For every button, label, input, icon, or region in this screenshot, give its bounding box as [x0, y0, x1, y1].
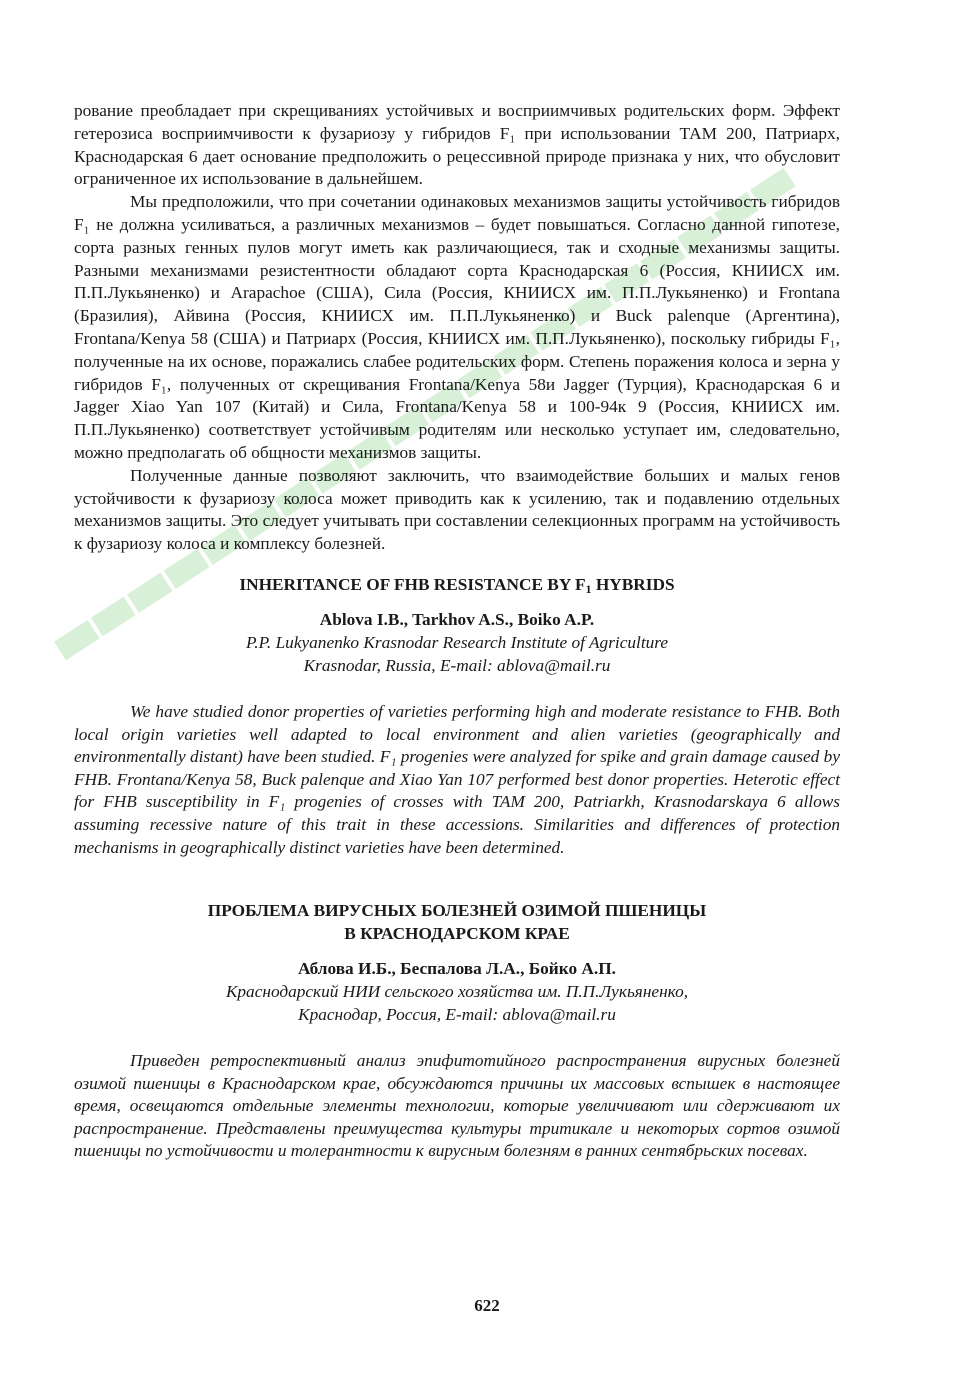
page-number: 622 [474, 1296, 500, 1315]
article-en-title [74, 573, 840, 596]
page-content [74, 100, 840, 1163]
body-paragraph-1: рование преобладает при скрещиваниях устойчивых и восприимчивых родительских форм. Эффект гетерозиса восприимчивости к фузариозу у гибридов F₁ при использовании ТАМ 200, Патриарх, Краснодарская 6 дает основание предположить о рецессивной природе признака у них, что обусловит ограниченное их использование в дальнейшем. [74, 101, 840, 189]
article-en-abstract: We have studied donor properties of varieties performing high and moderate resistance to FHB. Both local origin varieties well adapted to local environment and alien varieties (geographically and environmentally distant) have been studied. F₁ progenies were analyzed for spike and grain damage caused by FHB. Frontana/Kenya 58, Buck palenque and Xiao Yan 107 performed best donor properties. Heterotic effect for FHB susceptibility in F₁ progenies of crosses with TAM 200, Patriarkh, Krasnodarskaya 6 allows assuming recessive nature of this trait in these accessions. Similarities and differences of protection mechanisms in geographically distinct varieties have been determined. [74, 701, 840, 857]
body-paragraph-2: Мы предположили, что при сочетании одинаковых механизмов защиты устойчивость гибридов F₁ не должна усиливаться, а различных механизмов – будет повышаться. Согласно данной гипотезе, сорта разных генных пулов могут иметь как различающиеся, так и сходные механизмы защиты. Разными механизмами резистентности обладают сорта Краснодарская 6 (Россия, КНИИСХ им. П.П.Лукьяненко) и Arapachoe (США), Сила (Россия, КНИИСХ им. П.П.Лукьяненко) и Frontana (Бразилия), Айвина (Россия, КНИИСХ им. П.П.Лукьяненко) и Buck palenque (Аргентина), Frontana/Kenya 58 (США) и Патриарх (Россия, КНИИСХ им. П.П.Лукьяненко), поскольку гибриды F₁, полученные на их основе, поражались слабее родительских форм. Степень поражения колоса и зерна у гибридов F₁, полученных от скрещивания Frontana/Kenya 58и Jagger (Турция), Краснодарская 6 и Jagger Xiao Yan 107 (Китай) и Сила, Frontana/Kenya 58 и 100-94к 9 (Россия, КНИИСХ им. П.П.Лукьяненко) соответствует устойчивым родителям или несколько уступает им, следовательно, можно предполагать об общности механизмов защиты. [74, 192, 840, 462]
article-en-title-end: HYBRIDS [591, 574, 675, 594]
article-ru-title-line-1: ПРОБЛЕМА ВИРУСНЫХ БОЛЕЗНЕЙ ОЗИМОЙ ПШЕНИЦЫ [207, 901, 707, 921]
article-ru-title [74, 899, 840, 945]
article-en-affiliation-2: Krasnodar, Russia, E-mail: ablova@mail.ru [303, 655, 611, 675]
article-en-affiliation-1: P.P. Lukyanenko Krasnodar Research Institute of Agriculture [245, 632, 669, 652]
article-ru-abstract: Приведен ретроспективный анализ эпифитотийного распространения вирусных болезней озимой пшеницы в Краснодарском крае, обсуждаются причины их массовых вспышек в настоящее время, освещаются отдельные элементы технологии, которые увеличивают или сдерживают их распространение. Представлены преимущества культуры тритикале и некоторых сортов озимой пшеницы по устойчивости и толерантности к вирусным болезням в ранних сентябрьских посевах. [74, 1051, 840, 1161]
article-ru-affiliation-2: Краснодар, Россия, E-mail: ablova@mail.ru [298, 1005, 616, 1025]
article-ru-authors: Аблова И.Б., Беспалова Л.А., Бойко А.П. [298, 959, 616, 979]
article-en-authors: Ablova I.B., Tarkhov A.S., Boiko A.P. [319, 609, 595, 629]
body-paragraph-3: Полученные данные позволяют заключить, что взаимодействие больших и малых генов устойчивости к фузариозу колоса может приводить как к усилению, так и подавлению отдельных механизмов защиты. Это следует учитывать при составлении селекционных программ на устойчивость к фузариозу колоса и комплексу болезней. [74, 465, 840, 554]
article-en-title-sub: 1 [585, 581, 592, 596]
article-en-title-main: INHERITANCE OF FHB RESISTANCE BY F [239, 574, 586, 594]
article-ru-affiliation-1: Краснодарский НИИ сельского хозяйства им. П.П.Лукьяненко, [225, 982, 689, 1002]
article-ru-title-line-2: В КРАСНОДАРСКОМ КРАЕ [344, 924, 570, 944]
